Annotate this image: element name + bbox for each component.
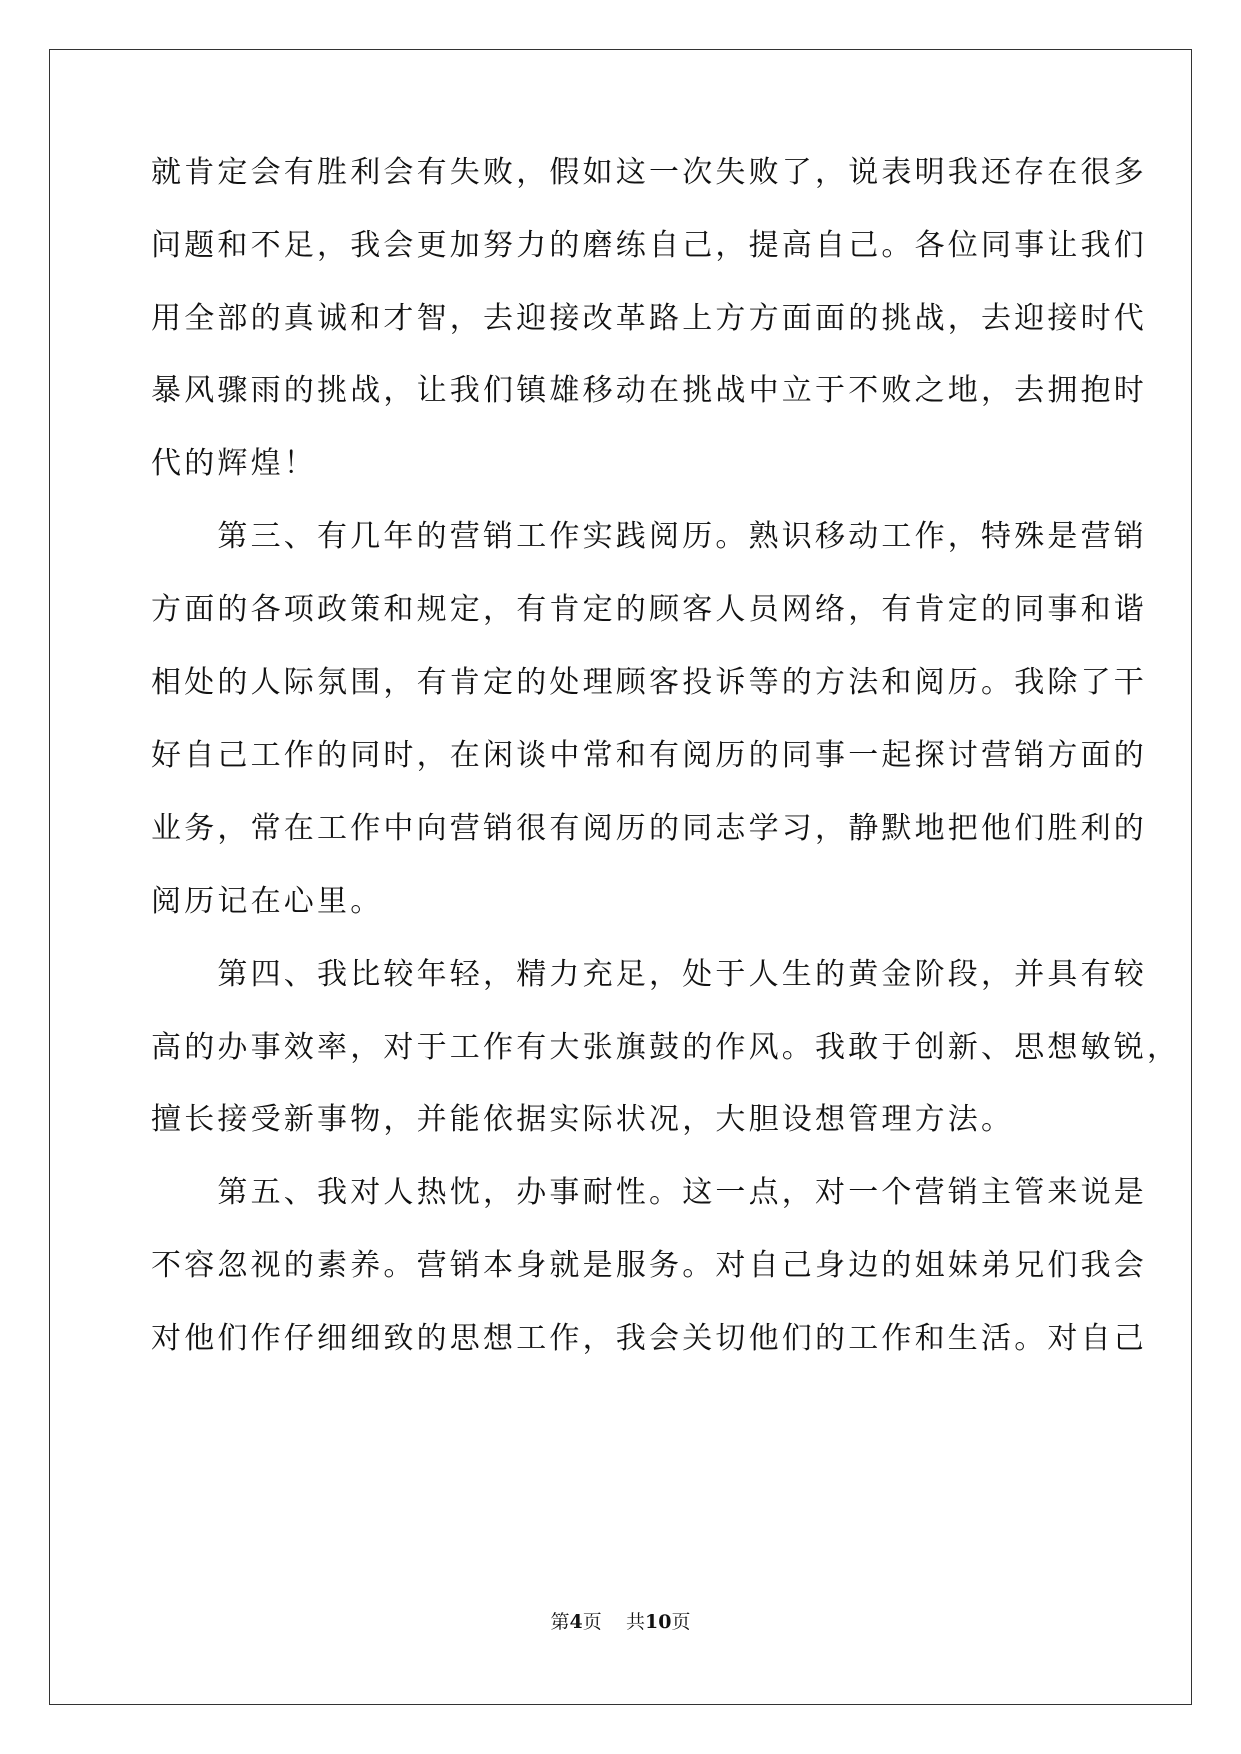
- total-suffix: 页: [671, 1611, 691, 1633]
- total-prefix: 共: [625, 1611, 645, 1633]
- text-line: 用全部的真诚和才智，去迎接改革路上方方面面的挑战，去迎接时代: [151, 301, 1147, 336]
- text-line: 第三、有几年的营销工作实践阅历。熟识移动工作，特殊是营销: [151, 519, 1147, 554]
- text-line: 业务，常在工作中向营销很有阅历的同志学习，静默地把他们胜利的: [151, 811, 1147, 846]
- text-line: 对他们作仔细细致的思想工作，我会关切他们的工作和生活。对自己: [151, 1321, 1147, 1356]
- text-line: 阅历记在心里。: [151, 884, 384, 919]
- text-line: 就肯定会有胜利会有失败，假如这一次失败了，说表明我还存在很多: [151, 155, 1147, 190]
- text-line: 擅长接受新事物，并能依据实际状况，大胆设想管理方法。: [151, 1102, 1015, 1137]
- text-line: 好自己工作的同时，在闲谈中常和有阅历的同事一起探讨营销方面的: [151, 738, 1147, 773]
- total-pages: 10: [644, 1611, 672, 1633]
- text-line: 不容忽视的素养。营销本身就是服务。对自己身边的姐妹弟兄们我会: [151, 1248, 1147, 1283]
- text-line: 第五、我对人热忱，办事耐性。这一点，对一个营销主管来说是: [151, 1175, 1147, 1210]
- page-prefix: 第: [550, 1611, 570, 1633]
- text-line: 代的辉煌！: [151, 446, 317, 481]
- page-number: 4: [569, 1611, 583, 1633]
- text-line: 第四、我比较年轻，精力充足，处于人生的黄金阶段，并具有较: [151, 957, 1147, 992]
- page-footer: [0, 1610, 1241, 1634]
- text-line: 相处的人际氛围，有肯定的处理顾客投诉等的方法和阅历。我除了干: [151, 665, 1147, 700]
- page-frame: [49, 49, 1192, 1705]
- page-suffix: 页: [582, 1611, 602, 1633]
- text-line: 暴风骤雨的挑战，让我们镇雄移动在挑战中立于不败之地，去拥抱时: [151, 373, 1147, 408]
- text-line: 方面的各项政策和规定，有肯定的顾客人员网络，有肯定的同事和谐: [151, 592, 1147, 627]
- text-line: 问题和不足，我会更加努力的磨练自己，提高自己。各位同事让我们: [151, 228, 1147, 263]
- text-line: 高的办事效率，对于工作有大张旗鼓的作风。我敢于创新、思想敏锐，: [151, 1030, 1181, 1065]
